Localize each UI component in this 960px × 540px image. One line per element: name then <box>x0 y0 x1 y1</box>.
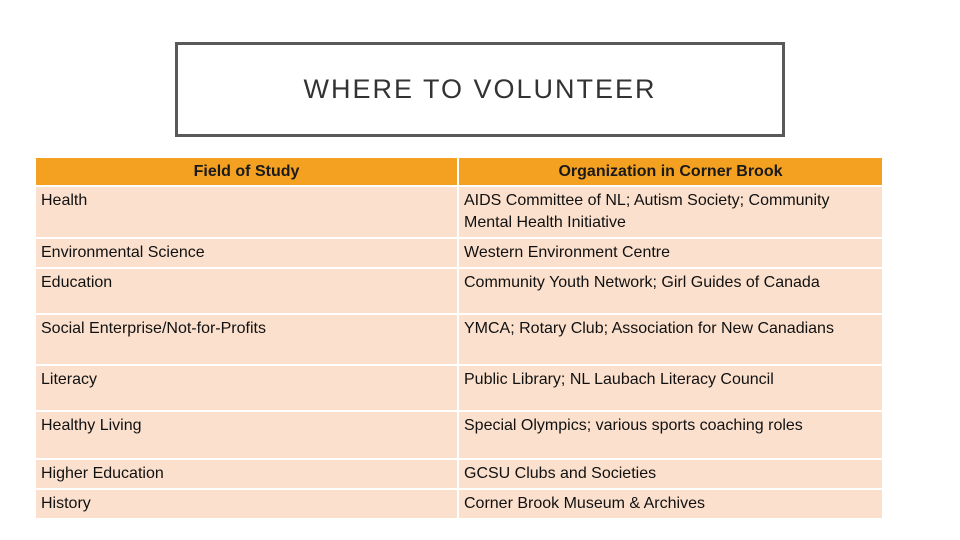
organization-cell: Corner Brook Museum & Archives <box>459 490 882 518</box>
table-row <box>36 315 882 364</box>
title-box <box>175 42 785 137</box>
organization-cell: Community Youth Network; Girl Guides of Canada <box>459 269 882 313</box>
organization-cell: Special Olympics; various sports coaching roles <box>459 412 882 458</box>
slide-title: WHERE TO VOLUNTEER <box>303 74 657 104</box>
table-row <box>36 269 882 313</box>
field-cell: Social Enterprise/Not-for-Profits <box>36 315 457 364</box>
organization-cell: Public Library; NL Laubach Literacy Council <box>459 366 882 410</box>
volunteer-table-container <box>34 156 882 520</box>
table-row <box>36 187 882 237</box>
organization-cell: GCSU Clubs and Societies <box>459 460 882 488</box>
volunteer-table <box>34 156 884 520</box>
field-cell: History <box>36 490 457 518</box>
organization-cell: YMCA; Rotary Club; Association for New Canadians <box>459 315 882 364</box>
table-row <box>36 366 882 410</box>
field-cell: Education <box>36 269 457 313</box>
table-row <box>36 239 882 267</box>
organization-cell: Western Environment Centre <box>459 239 882 267</box>
field-cell: Health <box>36 187 457 237</box>
field-cell: Higher Education <box>36 460 457 488</box>
table-header-row <box>36 158 882 185</box>
field-cell: Healthy Living <box>36 412 457 458</box>
table-row <box>36 460 882 488</box>
header-organization: Organization in Corner Brook <box>459 158 882 185</box>
field-cell: Literacy <box>36 366 457 410</box>
organization-cell: AIDS Committee of NL; Autism Society; Community Mental Health Initiative <box>459 187 882 237</box>
field-cell: Environmental Science <box>36 239 457 267</box>
header-field-of-study: Field of Study <box>36 158 457 185</box>
table-row <box>36 490 882 518</box>
table-row <box>36 412 882 458</box>
